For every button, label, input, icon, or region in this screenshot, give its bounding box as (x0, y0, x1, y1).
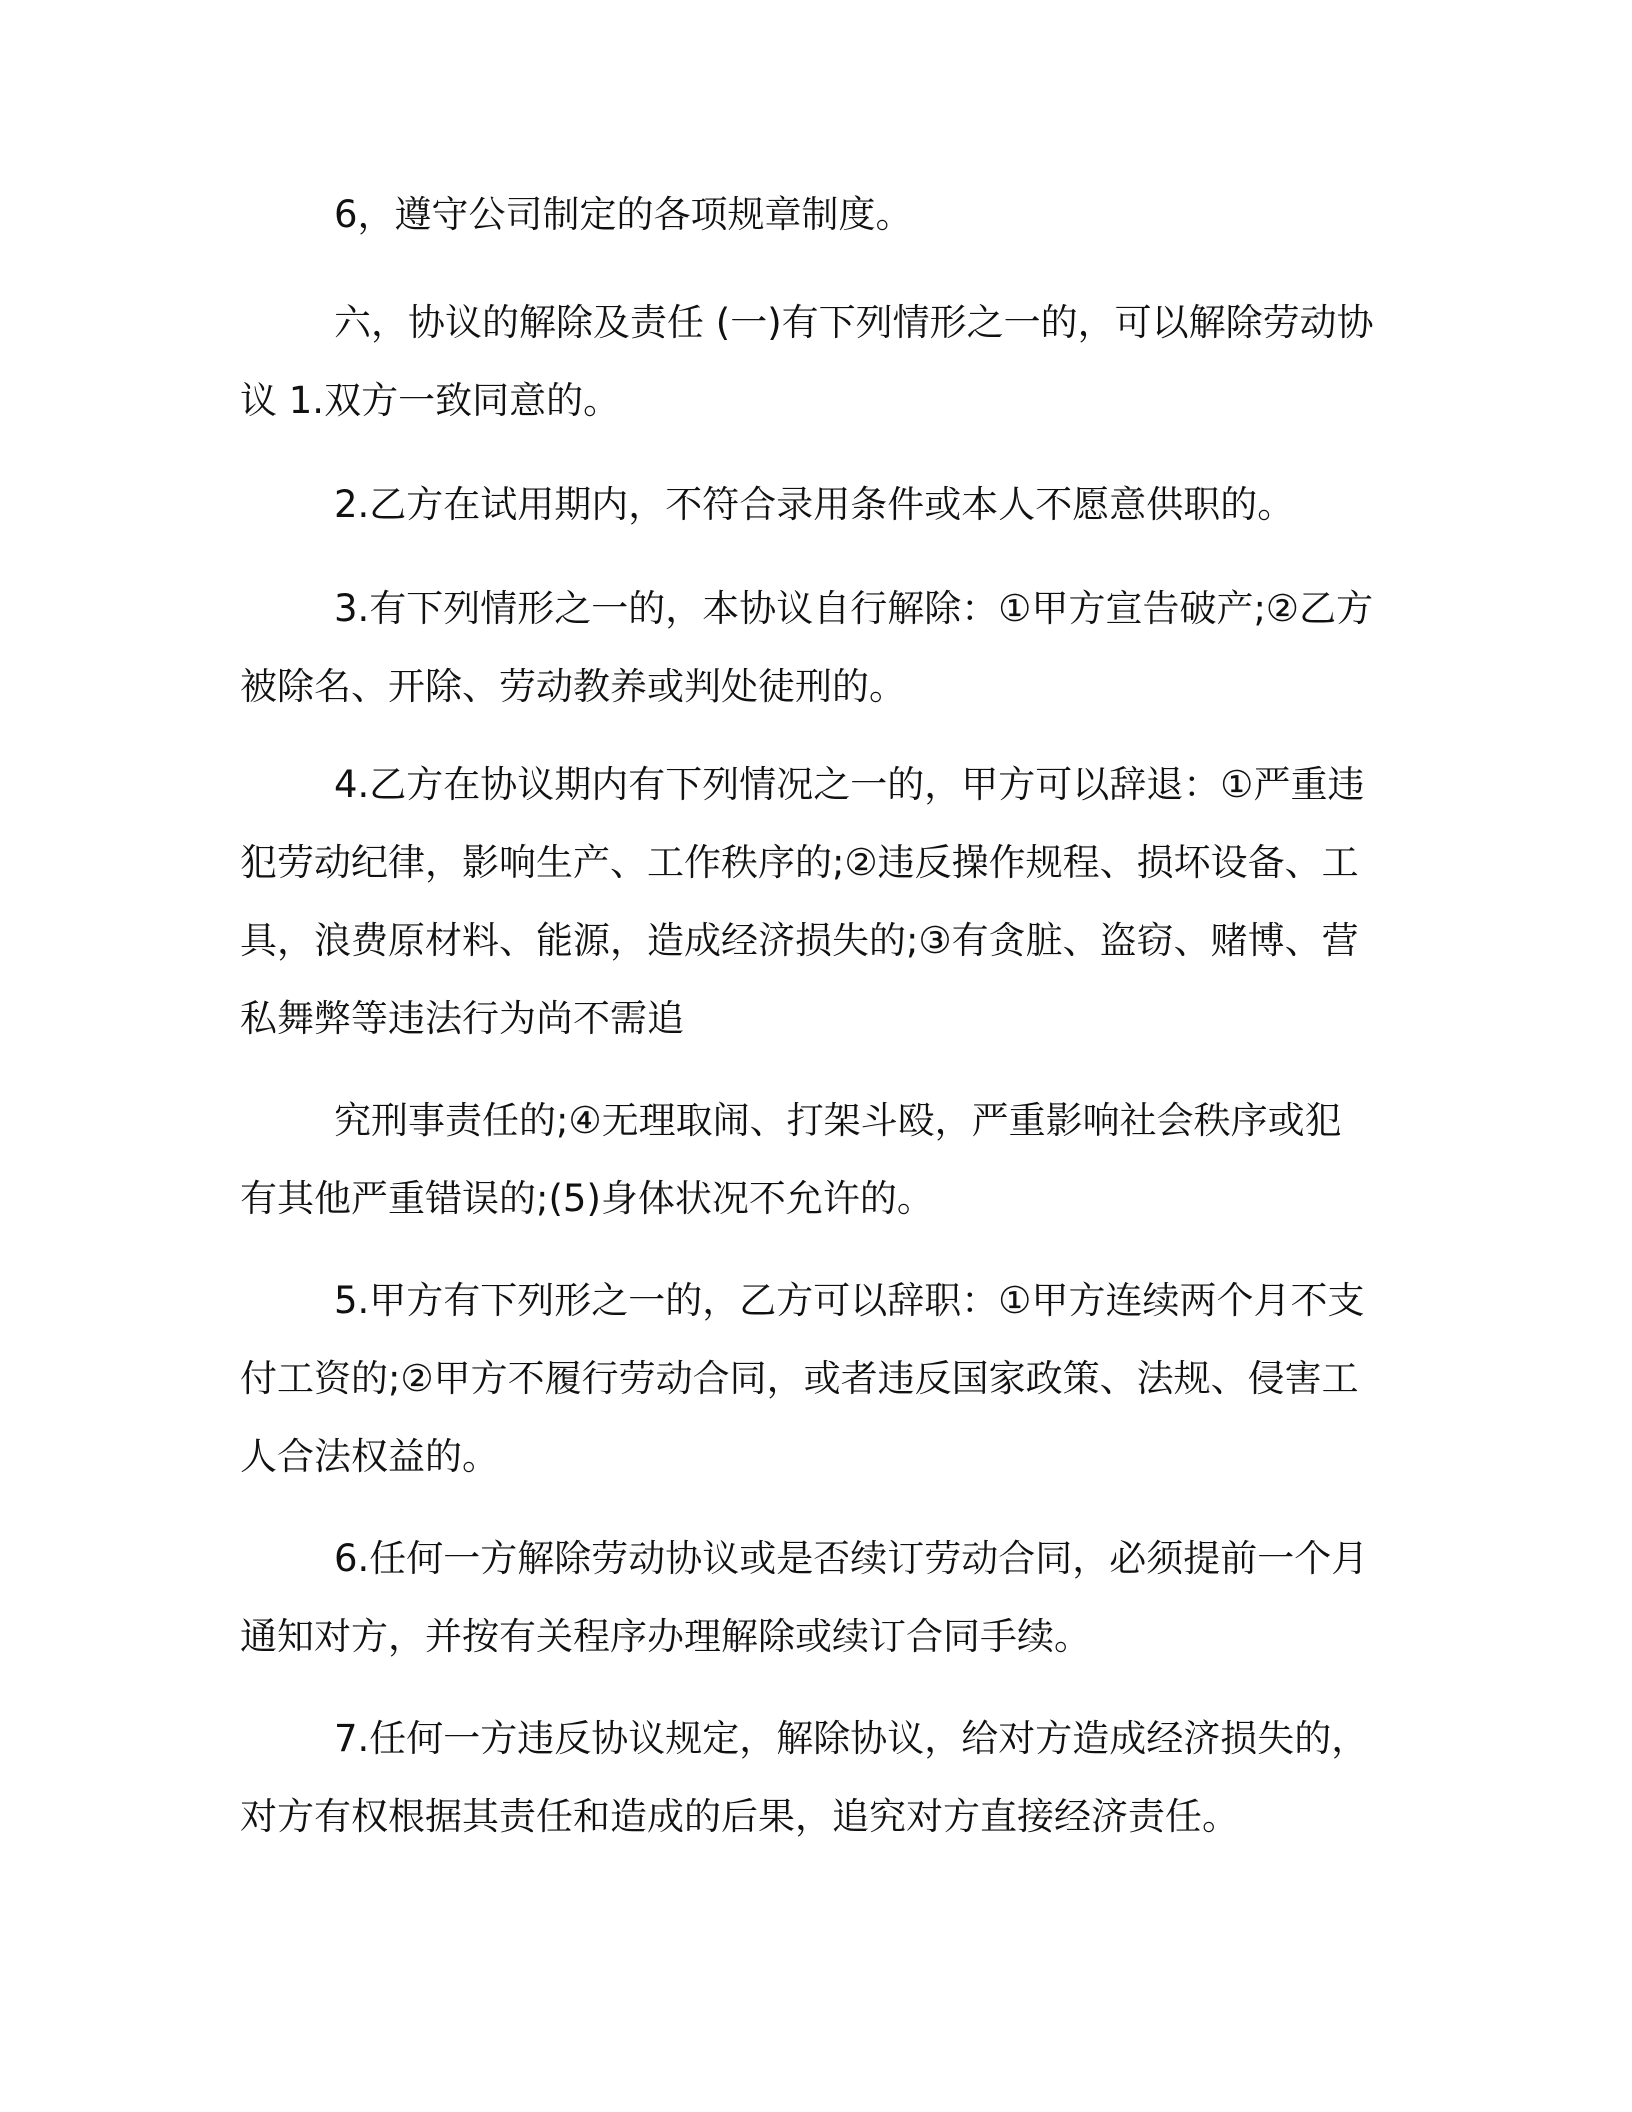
paragraph-line: 犯劳动纪律，影响生产、工作秩序的;②违反操作规程、损坏设备、工 (240, 841, 1359, 884)
paragraph-item-4-continued (240, 1082, 1376, 1238)
paragraph-line: 2.乙方在试用期内，不符合录用条件或本人不愿意供职的。 (334, 483, 1295, 526)
paragraph-line: 被除名、开除、劳动教养或判处徒刑的。 (240, 665, 906, 708)
paragraph-line: 通知对方，并按有关程序办理解除或续订合同手续。 (240, 1615, 1091, 1658)
paragraph-item-6 (240, 1520, 1376, 1676)
paragraph-line: 私舞弊等违法行为尚不需追 (240, 997, 684, 1040)
paragraph-line: 4.乙方在协议期内有下列情况之一的，甲方可以辞退：①严重违 (334, 763, 1365, 806)
paragraph-line: 6，遵守公司制定的各项规章制度。 (334, 193, 913, 236)
paragraph-item-2 (240, 466, 1376, 544)
paragraph-line: 7.任何一方违反协议规定，解除协议，给对方造成经济损失的， (334, 1717, 1369, 1760)
paragraph-line: 5.甲方有下列形之一的，乙方可以辞职：①甲方连续两个月不支 (334, 1279, 1365, 1322)
paragraph-line: 对方有权根据其责任和造成的后果，追究对方直接经济责任。 (240, 1795, 1239, 1838)
paragraph-item-3 (240, 570, 1376, 726)
paragraph-item-4 (240, 746, 1376, 1058)
paragraph-item-5 (240, 1262, 1376, 1496)
paragraph-line: 具，浪费原材料、能源，造成经济损失的;③有贪脏、盗窃、赌博、营 (240, 919, 1359, 962)
paragraph-line: 6.任何一方解除劳动协议或是否续订劳动合同，必须提前一个月 (334, 1537, 1369, 1580)
paragraph-line: 究刑事责任的;④无理取闹、打架斗殴，严重影响社会秩序或犯 (334, 1099, 1342, 1142)
paragraph-item-7 (240, 1700, 1376, 1856)
paragraph-termination-heading (240, 284, 1376, 440)
paragraph-rules (240, 176, 1376, 254)
paragraph-line: 3.有下列情形之一的，本协议自行解除：①甲方宣告破产;②乙方 (334, 587, 1374, 630)
paragraph-line: 付工资的;②甲方不履行劳动合同，或者违反国家政策、法规、侵害工 (240, 1357, 1359, 1400)
paragraph-line: 人合法权益的。 (240, 1435, 499, 1478)
paragraph-line: 有其他严重错误的;(5)身体状况不允许的。 (240, 1177, 934, 1220)
paragraph-line: 议 1.双方一致同意的。 (240, 379, 621, 422)
paragraph-line: 六，协议的解除及责任 (一)有下列情形之一的，可以解除劳动协 (334, 301, 1374, 344)
